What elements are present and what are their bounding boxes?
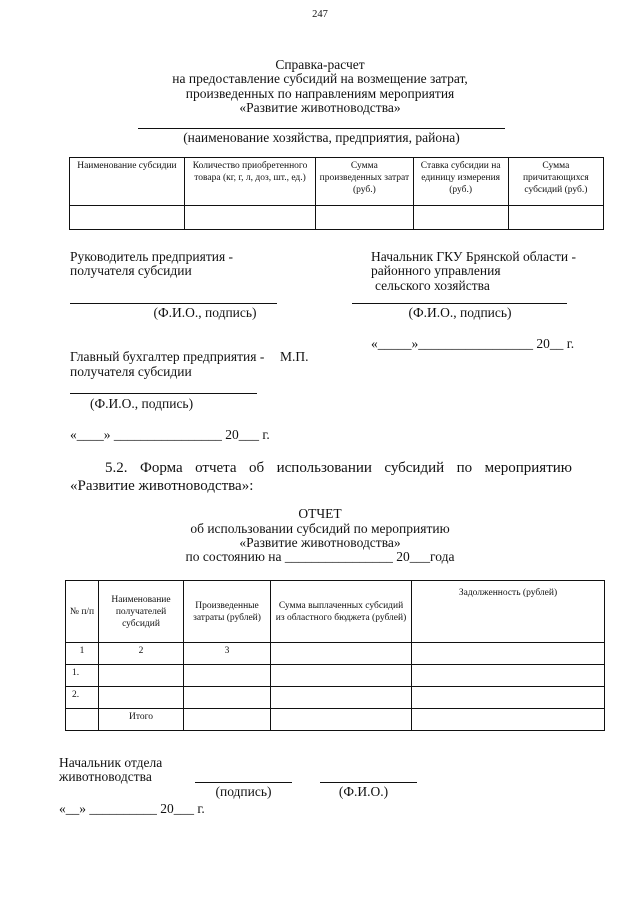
table2-cell[interactable] (271, 687, 412, 709)
table2-cell[interactable] (271, 709, 412, 731)
date-field-left[interactable]: «____» ________________ 20___ г. (70, 427, 270, 442)
footer-signature-line (195, 782, 292, 783)
signature-line-right (352, 303, 567, 304)
table2-row-number: 1. (66, 665, 99, 687)
fio-sign-caption-right: (Ф.И.О., подпись) (408, 305, 512, 320)
head-right-line-3: сельского хозяйства (375, 278, 490, 293)
section-heading-line-1: 5.2. Форма отчета об использовании субсидий по мероприятию (105, 460, 572, 476)
head-left-line-1: Руководитель предприятия - (70, 249, 234, 264)
table2-cell[interactable] (184, 687, 271, 709)
subsidy-report-table (65, 580, 605, 731)
footer-fio-line (320, 782, 417, 783)
signature-line-left (70, 303, 277, 304)
table1-header-rate: Ставка субсидии на единицу измерения (руб.) (413, 158, 508, 206)
head-right-line-1: Начальник ГКУ Брянской области - (371, 249, 576, 264)
table2-header-recipients: Наименование получателей субсидий (99, 581, 184, 643)
report-date-line: по состоянию на ________________ 20___года (185, 549, 455, 564)
report-title: ОТЧЕТ (298, 506, 342, 521)
table2-cell[interactable] (412, 709, 605, 731)
table2-header-costs: Произведенные затраты (рублей) (184, 581, 271, 643)
table-row (66, 687, 605, 709)
footer-sign-caption: (подпись) (215, 784, 272, 799)
subsidy-calculation-table (69, 157, 604, 230)
dept-head-line-2: животноводства (59, 769, 152, 784)
table2-header-number: № п/п (66, 581, 99, 643)
certificate-subtitle-2: произведенных по направлениям мероприятия (185, 86, 455, 101)
table2-cell[interactable] (99, 687, 184, 709)
chief-accountant-line-2: получателя субсидии (70, 364, 192, 379)
table2-index-cell: 3 (184, 643, 271, 665)
table1-header-subsidy-name: Наименование субсидии (70, 158, 185, 206)
certificate-subtitle-3: «Развитие животноводства» (239, 100, 401, 115)
page-number: 247 (312, 9, 328, 20)
table2-cell[interactable] (184, 709, 271, 731)
table-row (66, 709, 605, 731)
dept-head-line-1: Начальник отдела (59, 755, 163, 770)
org-name-line (138, 128, 505, 129)
table1-header-amount: Сумма причитающихся субсидий (руб.) (508, 158, 603, 206)
table2-index-cell: 2 (99, 643, 184, 665)
table2-index-cell: 1 (66, 643, 99, 665)
table2-index-cell (271, 643, 412, 665)
table2-cell[interactable] (412, 665, 605, 687)
head-right-line-2: районного управления (371, 263, 501, 278)
table2-row-number: 2. (66, 687, 99, 709)
table1-cell[interactable] (413, 206, 508, 230)
chief-accountant-line-1: Главный бухгалтер предприятия - (70, 349, 265, 364)
table1-header-quantity: Количество приобретенного товара (кг, г, л, доз, шт., ед.) (184, 158, 315, 206)
table-row (66, 665, 605, 687)
footer-date-field[interactable]: «__» __________ 20___ г. (59, 801, 205, 816)
table2-cell[interactable] (271, 665, 412, 687)
stamp-place: М.П. (280, 349, 309, 364)
table2-header-paid-subsidies: Сумма выплаченных субсидий из областного бюджета (рублей) (271, 581, 412, 643)
org-name-caption: (наименование хозяйства, предприятия, района) (183, 130, 460, 145)
table1-cell[interactable] (508, 206, 603, 230)
head-left-line-2: получателя субсидии (70, 263, 192, 278)
footer-fio-caption: (Ф.И.О.) (338, 784, 389, 799)
fio-sign-caption-left: (Ф.И.О., подпись) (153, 305, 257, 320)
table2-index-cell (412, 643, 605, 665)
report-subtitle-1: об использовании субсидий по мероприятию (190, 521, 450, 536)
table-row (66, 643, 605, 665)
table1-header-costs: Сумма произведенных затрат (руб.) (316, 158, 413, 206)
fio-sign-caption-accountant: (Ф.И.О., подпись) (90, 396, 194, 411)
certificate-subtitle-1: на предоставление субсидий на возмещение затрат, (172, 71, 468, 86)
table2-cell[interactable] (184, 665, 271, 687)
table2-total-label: Итого (99, 709, 184, 731)
certificate-title: Справка-расчет (275, 57, 365, 72)
table1-cell[interactable] (184, 206, 315, 230)
table2-cell[interactable] (412, 687, 605, 709)
section-heading-line-2: «Развитие животноводства»: (70, 478, 254, 494)
table2-header-debt: Задолженность (рублей) (412, 581, 605, 643)
report-subtitle-2: «Развитие животноводства» (239, 535, 401, 550)
table2-cell (66, 709, 99, 731)
signature-line-accountant (70, 393, 257, 394)
table2-cell[interactable] (99, 665, 184, 687)
date-field-right[interactable]: «_____»_________________ 20__ г. (371, 336, 575, 351)
table1-cell[interactable] (316, 206, 413, 230)
table1-cell[interactable] (70, 206, 185, 230)
